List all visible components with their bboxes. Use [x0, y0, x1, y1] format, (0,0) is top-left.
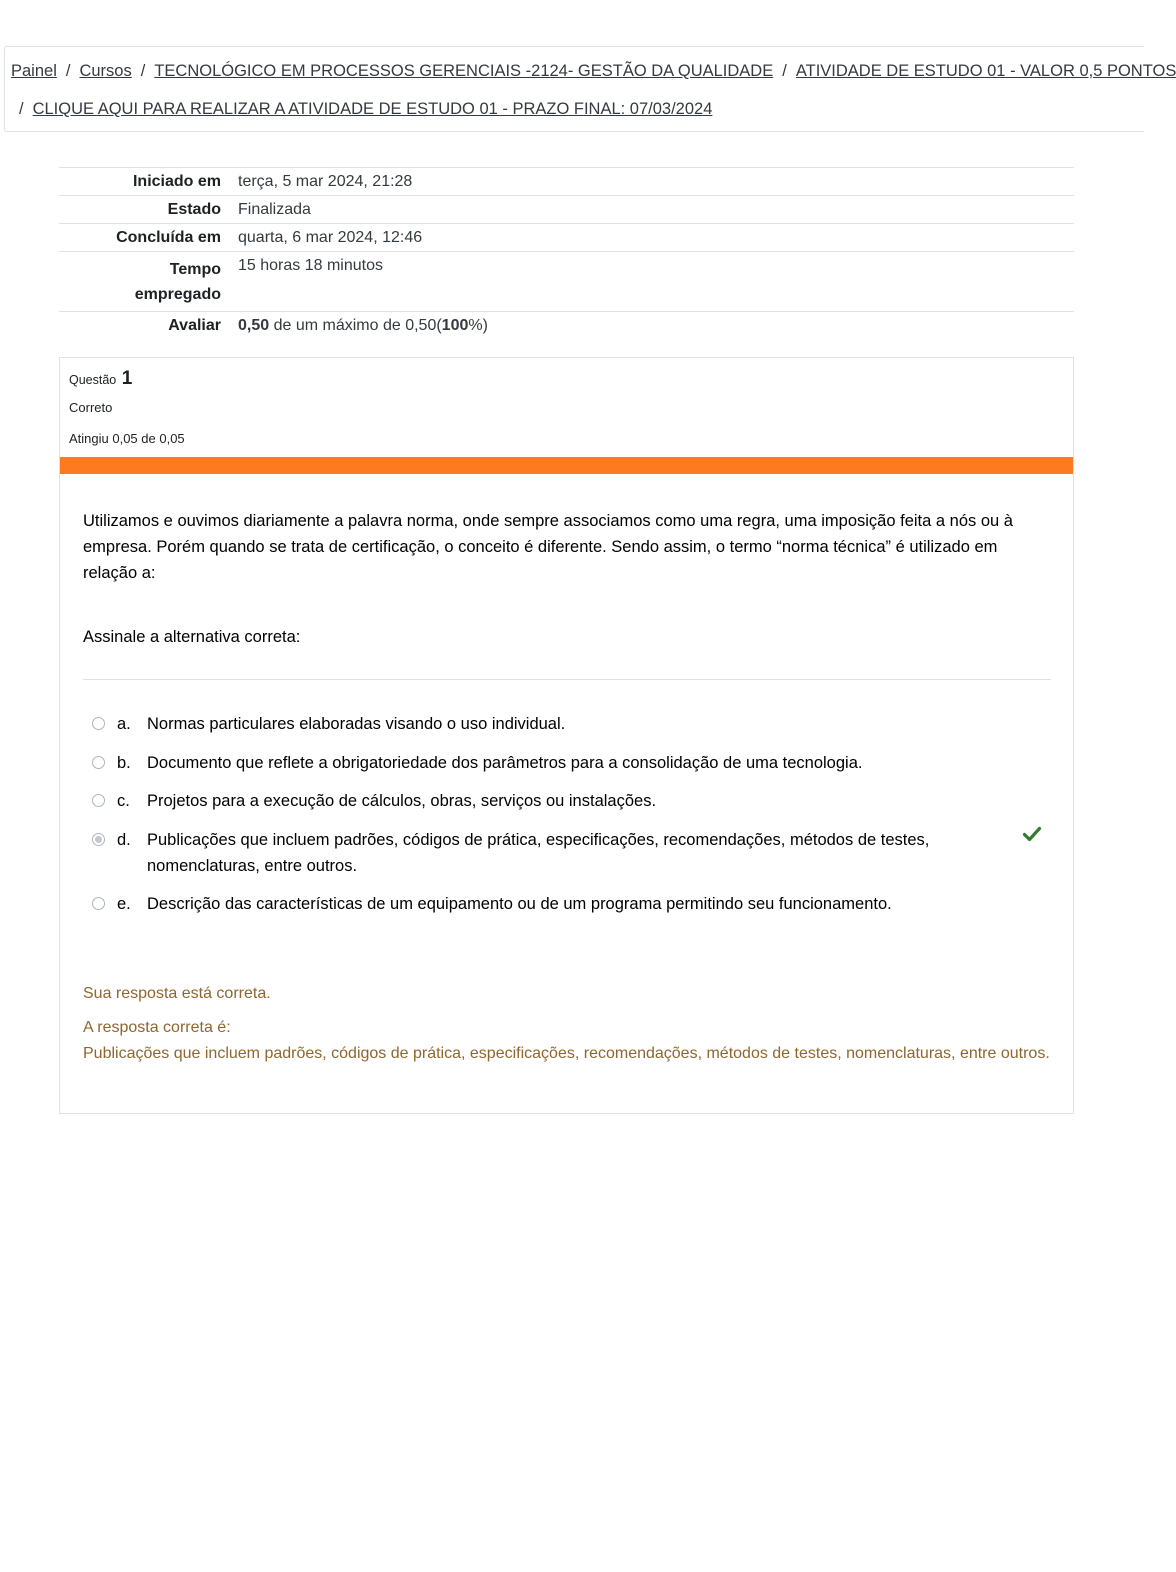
check-icon	[1023, 826, 1041, 842]
started-label: Iniciado em	[59, 168, 221, 196]
summary-row-grade	[59, 312, 1074, 340]
question-state: Correto	[69, 400, 113, 415]
question-number	[69, 368, 132, 390]
attempt-summary-table	[59, 167, 1074, 339]
question-accent-bar	[60, 457, 1073, 474]
question-grade: Atingiu 0,05 de 0,05	[69, 431, 185, 446]
breadcrumb-separator: /	[140, 62, 146, 80]
completed-value: quarta, 6 mar 2024, 12:46	[221, 224, 1074, 252]
breadcrumb	[4, 46, 1176, 132]
summary-row-time	[59, 252, 1074, 312]
time-label	[59, 252, 221, 312]
option-text: Documento que reflete a obrigatoriedade dos parâmetros para a consolidação de uma tecnologia.	[147, 754, 863, 772]
option-text: Projetos para a execução de cálculos, obras, serviços ou instalações.	[147, 792, 657, 810]
breadcrumb-separator: /	[65, 62, 71, 80]
top-strip	[0, 0, 1136, 46]
breadcrumb-link-activity[interactable]: ATIVIDADE DE ESTUDO 01 - VALOR 0,5 PONTOS	[795, 62, 1176, 80]
question-number-value: 1	[121, 368, 133, 389]
time-value: 15 horas 18 minutos	[221, 252, 1074, 312]
breadcrumb-link-cursos[interactable]: Cursos	[79, 62, 132, 80]
question-card	[59, 357, 1074, 1114]
breadcrumb-link-painel[interactable]: Painel	[11, 62, 57, 80]
radio-button[interactable]	[92, 756, 105, 769]
radio-button[interactable]	[92, 897, 105, 910]
question-prompt: Assinale a alternativa correta:	[83, 628, 301, 646]
time-label-line-1: Tempo	[169, 261, 221, 278]
radio-button[interactable]	[92, 717, 105, 730]
divider	[83, 679, 1051, 680]
breadcrumb-separator: /	[19, 100, 24, 118]
option-letter: c.	[117, 792, 130, 810]
grade-middle: de um máximo de 0,50(	[269, 317, 442, 334]
option-text: Publicações que incluem padrões, códigos de prática, especificações, recomendações, métodos de testes, nomenclaturas, entre outros.	[147, 831, 930, 875]
started-value: terça, 5 mar 2024, 21:28	[221, 168, 1074, 196]
option-text: Descrição das características de um equipamento ou de um programa permitindo seu funcionamento.	[147, 895, 892, 913]
breadcrumb-line-1	[11, 62, 1176, 81]
option-letter: b.	[117, 754, 131, 772]
state-value: Finalizada	[221, 196, 1074, 224]
option-text: Normas particulares elaboradas visando o uso individual.	[147, 715, 566, 733]
grade-end: %)	[468, 317, 488, 334]
option-letter: a.	[117, 715, 131, 733]
option-letter: d.	[117, 831, 131, 849]
radio-button-selected[interactable]	[92, 833, 105, 846]
grade-percent: 100	[441, 317, 469, 334]
feedback-right-answer: Publicações que incluem padrões, códigos de prática, especificações, recomendações, métodos de testes, nomenclaturas, entre outros.	[83, 1045, 1050, 1062]
question-number-label: Questão	[69, 373, 117, 387]
breadcrumb-link-course[interactable]: TECNOLÓGICO EM PROCESSOS GERENCIAIS -2124- GESTÃO DA QUALIDADE	[154, 62, 774, 80]
grade-label: Avaliar	[59, 312, 221, 340]
grade-value	[221, 312, 1074, 340]
feedback-right-answer-label: A resposta correta é:	[83, 1019, 231, 1036]
summary-row-completed	[59, 224, 1074, 252]
time-label-line-2: empregado	[134, 286, 221, 303]
breadcrumb-link-quiz[interactable]: CLIQUE AQUI PARA REALIZAR A ATIVIDADE DE ESTUDO 01 - PRAZO FINAL: 07/03/2024	[32, 100, 713, 118]
breadcrumb-line-2	[19, 100, 712, 119]
feedback-correct: Sua resposta está correta.	[83, 985, 271, 1002]
summary-row-started	[59, 168, 1074, 196]
completed-label: Concluída em	[59, 224, 221, 252]
state-label: Estado	[59, 196, 221, 224]
radio-button[interactable]	[92, 794, 105, 807]
summary-row-state	[59, 196, 1074, 224]
question-text: Utilizamos e ouvimos diariamente a palavra norma, onde sempre associamos como uma regra, uma imposição feita a nós ou à empresa. Porém quando se trata de certificação, o conceito é diferente. Sendo assim, o termo “norma técnica” é utilizado em relação a:	[83, 512, 1013, 582]
breadcrumb-separator: /	[782, 62, 787, 80]
option-letter: e.	[117, 895, 131, 913]
grade-score: 0,50	[238, 317, 270, 334]
